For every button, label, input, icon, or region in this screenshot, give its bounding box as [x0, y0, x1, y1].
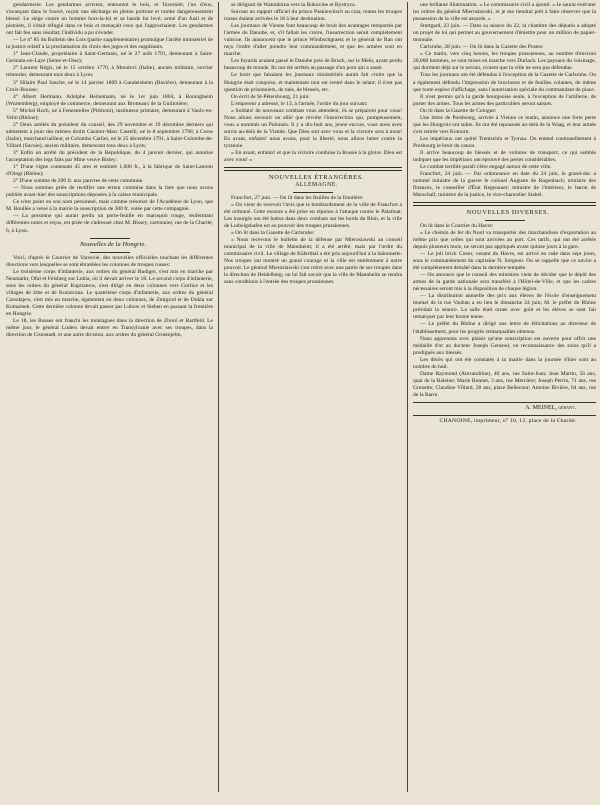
- article-paragraph: « Soldats! de nouveaux combats vous attendent, ils se préparent pour vous! Nous allons secourir un allié que révolte l'insurrection qui, pompeusement, vous a nommés un Polonais. Il y a dix-huit ans, jeune encore, vous nous avez suivis au-delà de la Vistule. Que Dieu soit avec vous et la victoire sera à nous! En avant, enfants! nous avons, pour la liberté, nous allons lutter contre la tyrannie.: [224, 107, 402, 149]
- article-paragraph: une brillante illumination. « Le commissaire civil a ajouté: « Je saurai exécuter les ordres du général Mieroslawski, et je me tiendrai prêt à faire observer que la possession de la ville est assurée. »: [413, 2, 596, 23]
- article-paragraph: « Nous recevons le bulletin de la défense par Mieroslawski au conseil municipal de la ville de Mannheim; il a été arrêté, mais par l'ordre du commissaire civil. Le village de Käferthal a été pris aujourd'hui à la baïonnette. Nos troupes ont montré un grand courage et la ville est entièrement à notre pouvoir. Le général Mieroslawski s'est retiré avec une partie de ses troupes dans la direction de Heidelberg; on lui fait savoir que la ville de Mannheim se rendra sans conditions à l'entrée des troupes prussiennes.: [224, 236, 402, 286]
- article-paragraph: Le troisième corps d'infanterie, aux ordres du général Rudiger, s'est mis en marche par Neumarkt, Ofal et Felsberg sur Lubla, où il devait arriver le 18. Le second corps d'infanterie, sous les ordres du général Kuprianow, s'est dirigé en deux colonnes vers Gorlice et les villages de Izbe et de Konieczna. Le quatrième corps d'infanterie, aux ordres du général Czeodajew, s'est mis en marche, également en deux colonnes, de Zmigrod et de Dukla sur Komarnek. Cette dernière colonne devait passer par Lubow et Sieben en passant la frontière en Hongrie.: [6, 268, 213, 317]
- signature-rule: [413, 402, 596, 403]
- article-paragraph: « On vient de recevoir l'avis que le bombardement de la ville de Francfort a été ordonné. Cette mesure a été prise en réponse à l'attaque contre le Palatinat. Les insurgés ont été battus dans deux combats sur les bords du Rhin, et la ville de Ludwigshafen est au pouvoir des troupes prussiennes.: [224, 201, 402, 229]
- article-paragraph: Le combat terrible paraît s'être engagé autour de cette ville.: [420, 164, 552, 171]
- article-paragraph: On écrit de St-Pétersbourg, 21 juin:: [231, 93, 310, 100]
- column-right-articles: [413, 2, 596, 199]
- article-paragraph: Carlsruhe, 28 juin. — On lit dans la Gazette des Postes:: [420, 44, 544, 51]
- column-right-diverses-article: [413, 223, 596, 399]
- article-paragraph: 3° Enfin un arrêté du président de la République, du 4 janvier dernier, qui autorise l'acceptation des legs faits par Mme veuve Bisley:: [6, 149, 213, 164]
- article-paragraph: — Le joli brick Coeur, venant du Havre, est arrivé en rade dans sept jours, sous le commandement du capitaine N. Sorgeon. On se rappelle que ce navire a été complètement démâté dans la dernière tempête.: [413, 251, 596, 272]
- article-paragraph: On lit dans la Gazette de Cologne:: [420, 107, 497, 114]
- article-paragraph: Les fuyards avaient passé le Danube près de Bruck, sur le Mein, ayant perdu beaucoup de monde. Ils ont été arrêtés au passage d'un pont qui a sauté.: [224, 58, 402, 72]
- article-paragraph: — La personne qui aurait perdu un porte-feuille en maroquin rouge, renfermant différentes notes et reçus, est priée de s'adresser chez M. Bissey, cartonnier, rue de la Charité, 6, à Lyon.: [6, 213, 214, 234]
- section-subheading-allemagne: ALLEMAGNE.: [295, 181, 338, 188]
- article-paragraph: — On annonce que le conseil des ministres vient de décider que le dépôt des armes de la garde nationale sera transféré à l'Hôtel-de-Ville, et que les cadres nécessaires seront mis à la disposition de chaque légion.: [413, 272, 596, 293]
- column-right: [408, 2, 600, 792]
- article-paragraph: Une lettre de Presbourg, arrivée à Vienne ce matin, annonce une forte perte que les Hongrois ont subie. Ils ont été repoussés au-delà de la Waag, et leur armée s'est retirée vers Komorn.: [413, 114, 596, 135]
- columns: [0, 2, 600, 792]
- article-paragraph: 2° D'une somme de 200 fr. aux pauvres de cette commune.: [13, 178, 144, 185]
- article-paragraph: Les impériaux ont quitté Trentschin et Tyrnau. On entend continuellement à Presbourg le bruit du canon.: [413, 135, 596, 149]
- article-paragraph: Le bruit que faisaient les journaux ministériels aurait fait croire que la Hongrie était conquise, et maintenant tout est rentré dans le néant; il n'est pas question de prisonniers, de tués, de blessés, etc.: [224, 72, 402, 93]
- article-paragraph: 3° Hilaire Paul Sasche, né le 14 janvier 1809 à Gundelsheim (Bavière), demeurant à la Croix-Rousse;: [6, 79, 213, 93]
- article-paragraph: se dirigeait de Watradorna vers la Bukovine et Bystryca.: [231, 2, 356, 8]
- article-paragraph: Suivant un rapport officiel du prince Paskiewitsch au czar, toutes les troupes russes étaient arrivées le 18 à leur destination.: [224, 9, 402, 23]
- article-paragraph: « On lit dans la Gazette de Carlsruhe:: [231, 229, 315, 236]
- article-paragraph: Stuttgard, 23 juin. — Dans sa séance du 22, la chambre des députés a adopté un projet de loi qui permet au gouvernement d'émettre pour un million de papier-monnaie.: [413, 23, 596, 44]
- article-separator: [90, 252, 130, 253]
- column-left: [0, 2, 218, 792]
- article-paragraph: 1° Jean-Claude, propriétaire à Saint-Germain, né le 27 août 1791, demeurant à Saint-Germain-en-Laye (Seine-et-Oise);: [6, 51, 213, 65]
- article-paragraph: Il n'est permis qu'à la garde bourgeoise seule, à l'exception de l'artillerie, de porter des armes. Tous les armes des particuliers seront saisies.: [413, 93, 596, 107]
- article-paragraph: 1° D'une vigne contenant 45 ares et estimée 1,600 fr., à la fabrique de Saint-Laurent d'Oingt (Rhône);: [6, 164, 213, 178]
- article-paragraph: Ce n'est point en son nom personnel, mais comme trésorier de l'Académie de Lyon, que M. Boullée a versé à la mairie la souscription de 300 fr. votée par cette compagnie.: [6, 199, 213, 213]
- column-middle-articles: [224, 2, 402, 164]
- article-paragraph: Le 18, les Russes ont franchi les montagnes dans la direction de Zboró et Bartfeld. Le même jour, le général Luders devait entrer en Transylvanie avec ses troupes, dans la direction de Cronstadt, et une autre division, aux ordres du général Grotenjelm,: [6, 317, 213, 339]
- section-rule: [224, 167, 402, 171]
- article-paragraph: 4° Albert Hermann, Adolphe Heinemann, né le 1er juin 1804, à Bonnigheim (Wurtemberg), employé de commerce, demeurant aux Brotteaux de la Guillotière;: [6, 93, 213, 107]
- article-separator: [90, 238, 130, 239]
- article-paragraph: Nous apprenons avec plaisir qu'une souscription est ouverte pour offrir une médaille d'or au docteur Joseph Gensoul, en reconnaissance des soins qu'il a prodigués aux blessés.: [413, 335, 596, 356]
- section-heading-diverses: NOUVELLES DIVERSES.: [466, 208, 550, 216]
- article-paragraph: 2° Laurent Régis, né le 15 octobre 1770, à Mondovi (Italie), ancien militaire, ouvrier teinturier, demeurant tous deux à Lyon;: [6, 65, 213, 79]
- section-heading-etrangeres: NOUVELLES ÉTRANGÈRES.: [269, 173, 364, 181]
- column-middle: [218, 2, 408, 792]
- article-paragraph: « En avant, enfants! et que la victoire conduise la Russie à la gloire. Dieu est avec vous! »: [224, 149, 402, 164]
- article-paragraph: Francfort, 27 juin. — On lit dans les feuilles de la frontière:: [231, 194, 364, 201]
- article-separator: [293, 192, 333, 193]
- manager-signature: A. MEINEL, gérant.: [525, 404, 576, 411]
- article-paragraph: Il arrive beaucoup de blessés et de voitures de transport; ce qui semble indiquer que les impériaux ont éprouvé des pertes considérables.: [413, 149, 596, 164]
- imprint-rule: [413, 415, 596, 416]
- article-paragraph: — Le préfet du Rhône a dirigé une lettre de félicitations au directeur de l'établissement, pour les progrès remarquables obtenus.: [413, 321, 596, 335]
- section-rule: [413, 202, 596, 206]
- article-paragraph: — Nous sommes priés de rectifier une erreur commise dans la liste que nous avons publiée avant-hier des souscriptions déposées à la caisse municipale.: [6, 185, 213, 199]
- article-paragraph: 2° Deux arrêtés du président du conseil, des 29 novembre et 19 décembre derniers qui admettent à jouir des mêmes droits Casimir-Marc Castelli, né le 8 septembre 1798, à Corse (Italie), marchand tailleur, et Colombo Carlier, né le 25 décembre 1791, à Saint-Colombe-de-Villard (Savoie), ancien militaire, demeurant tous deux à Lyon;: [6, 121, 213, 149]
- article-paragraph: On lit dans le Courrier du Havre:: [420, 222, 494, 229]
- article-paragraph: Les journaux de Vienne font beaucoup de bruit des avantages remportés par l'armée du Danube, et, s'il fallait les croire, l'insurrection serait complétement vaincue. Ils annoncent que le prince Windischgraetz et le général de Ban ont reçu l'ordre d'aller prendre leur commandement, et que les armées sont en marche.: [224, 23, 402, 58]
- column-left-articles: [6, 2, 213, 235]
- section-heading-hongrie: Nouvelles de la Hongrie.: [80, 240, 146, 248]
- article-paragraph: gendarmerie. Les gendarmes arrivent, entourent le bois, et Taverniér, l'un d'eux, s'avançant dans le fourré, reçoit une décharge en pleine poitrine et tombe dangereusement blessé. Le siége contre un homme hors-la-loi et sa bande fut levé; armé d'un fusil et de pistolets, il s'était réfugié dans ce bois et menaçait ceux qui l'approchaient. Les gendarmes ont fait feu sans résultat; l'individu a pu s'évader.: [6, 2, 213, 37]
- article-paragraph: — La distribution annuelle des prix aux élèves de l'école d'enseignement mutuel de la rue Vauban a eu lieu le dimanche 24 juin; M. le préfet du Rhône présidait la séance. La salle était ornée avec goût et les élèves se sont fait remarquer par leur bonne tenue.: [413, 293, 596, 321]
- article-paragraph: 5° Michel Roch, né à Fenestrelles (Piémont), instituteur primaire, demeurant à Vaulx-en-Velin (Rhône);: [6, 107, 213, 121]
- column-left-hongrie-article: [6, 255, 213, 340]
- article-paragraph: Les décès qui ont été constatés à la mairie dans la journée d'hier sont au nombre de huit.: [413, 356, 596, 370]
- article-separator: [485, 220, 525, 221]
- article-paragraph: Voici, d'après le Courrier de Varsovie, des nouvelles officielles touchant les différentes directions vers lesquelles se sont ébranlées les colonnes de troupes russes:: [6, 254, 213, 268]
- article-paragraph: « Ce matin, vers cinq heures, les troupes prussiennes, au nombre d'environ 20,000 hommes, se sont mises en marche vers Durlach. Les paysans du voisinage, qui dorment déjà sur le terrain, croient que la ville ne sera pas défendue.: [413, 51, 596, 72]
- column-middle-allemagne-article: [224, 195, 402, 287]
- article-paragraph: — Le n° 85 du Bulletin des Lois (partie supplémentaire) promulgue l'arrêté ministériel de la justice relatif à la proclamation du choix des juges et des suppléants.: [6, 37, 213, 51]
- article-paragraph: Tous les journaux ont été défendus à l'exception de la Gazette de Carlsruhe. On a également défendu l'impression de brochures et de feuilles volantes, de même que toute espèce d'affichage, sans l'autorisation spéciale du commandant de place.: [413, 72, 596, 93]
- article-paragraph: Dame Raymond (Alexandrine), 40 ans, rue Saint-Jean; Jean Martin, 56 ans, quai de la Baleine; Marie Bonnet, 3 ans, rue Mercière; Joseph Perrin, 71 ans, rue Grenette; Claudine Villard, 28 ans, place Bellecour; Antoine Rivière, 64 ans, rue de la Barre.: [413, 370, 596, 398]
- article-paragraph: « Le chemin de fer du Nord va transporter des marchandises d'exportation au même prix que celles qui sont arrivées au port. Ces tarifs, qui ont été arrêtés depuis plusieurs mois, ne seront pas appliqués avant quinze jours à la gare.: [413, 229, 596, 250]
- article-paragraph: L'empereur a adressé, le 13, à l'armée, l'ordre du jour suivant:: [231, 100, 368, 107]
- article-paragraph: Francfort, 24 juin. — Par ordonnance en date du 24 juin, le grand-duc a nommé ministre de la guerre le colonel Auguste de Rogenbach; ministre des finances, le conseiller d'État Regenauer; ministre de l'intérieur, le baron de Marschall; ministre de la justice, le vice-chancelier Stabel.: [413, 171, 596, 199]
- printer-imprint: CHANOINE, imprimeur, n° 10, 12, place de la Charité.: [439, 418, 577, 425]
